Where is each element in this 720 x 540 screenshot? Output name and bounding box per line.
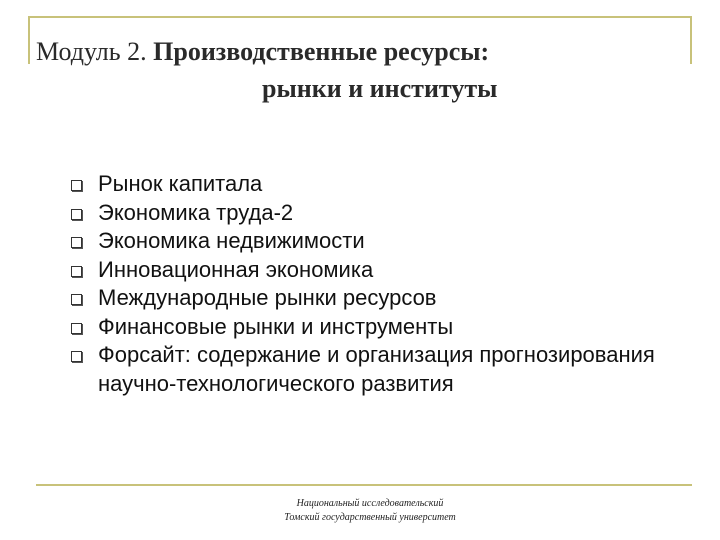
list-item-text: Рынок капитала <box>98 171 263 196</box>
list-item-text: Экономика недвижимости <box>98 228 365 253</box>
square-bullet-icon <box>71 180 82 191</box>
list-item <box>70 256 670 285</box>
title-prefix: Модуль 2. <box>36 37 147 66</box>
title-main-line-1: Производственные ресурсы: <box>153 37 490 66</box>
list-item-text: Финансовые рынки и инструменты <box>98 313 454 339</box>
list-item-text: Форсайт: содержание и организация прогнозирования научно-технологического развития <box>98 342 655 396</box>
list-item <box>70 227 670 256</box>
list-item <box>70 284 670 313</box>
square-bullet-icon <box>71 209 82 220</box>
top-frame-line <box>28 16 692 18</box>
list-item-text: Международные рынки ресурсов <box>98 285 437 310</box>
footer-line-2: Томский государственный университет <box>284 512 456 523</box>
bullet-list <box>70 170 670 398</box>
square-bullet-icon <box>71 323 82 334</box>
left-frame-line <box>28 16 30 64</box>
bottom-frame-line <box>36 484 692 486</box>
square-bullet-icon <box>71 237 82 248</box>
footer-line-1: Национальный исследовательский <box>296 498 444 509</box>
square-bullet-icon <box>71 266 82 277</box>
list-item-text: Экономика труда-2 <box>98 199 294 225</box>
list-item-text: Инновационная экономика <box>98 256 374 282</box>
title-main-line-2: рынки и институты <box>262 74 498 103</box>
slide-title-line-2 <box>262 73 497 105</box>
square-bullet-icon <box>71 351 82 362</box>
slide-title-line-1 <box>36 36 489 68</box>
list-item <box>70 170 670 199</box>
list-item <box>70 313 670 342</box>
list-item <box>70 341 670 398</box>
footer <box>200 497 540 525</box>
right-frame-line <box>690 16 692 64</box>
list-item <box>70 199 670 228</box>
square-bullet-icon <box>71 294 82 305</box>
